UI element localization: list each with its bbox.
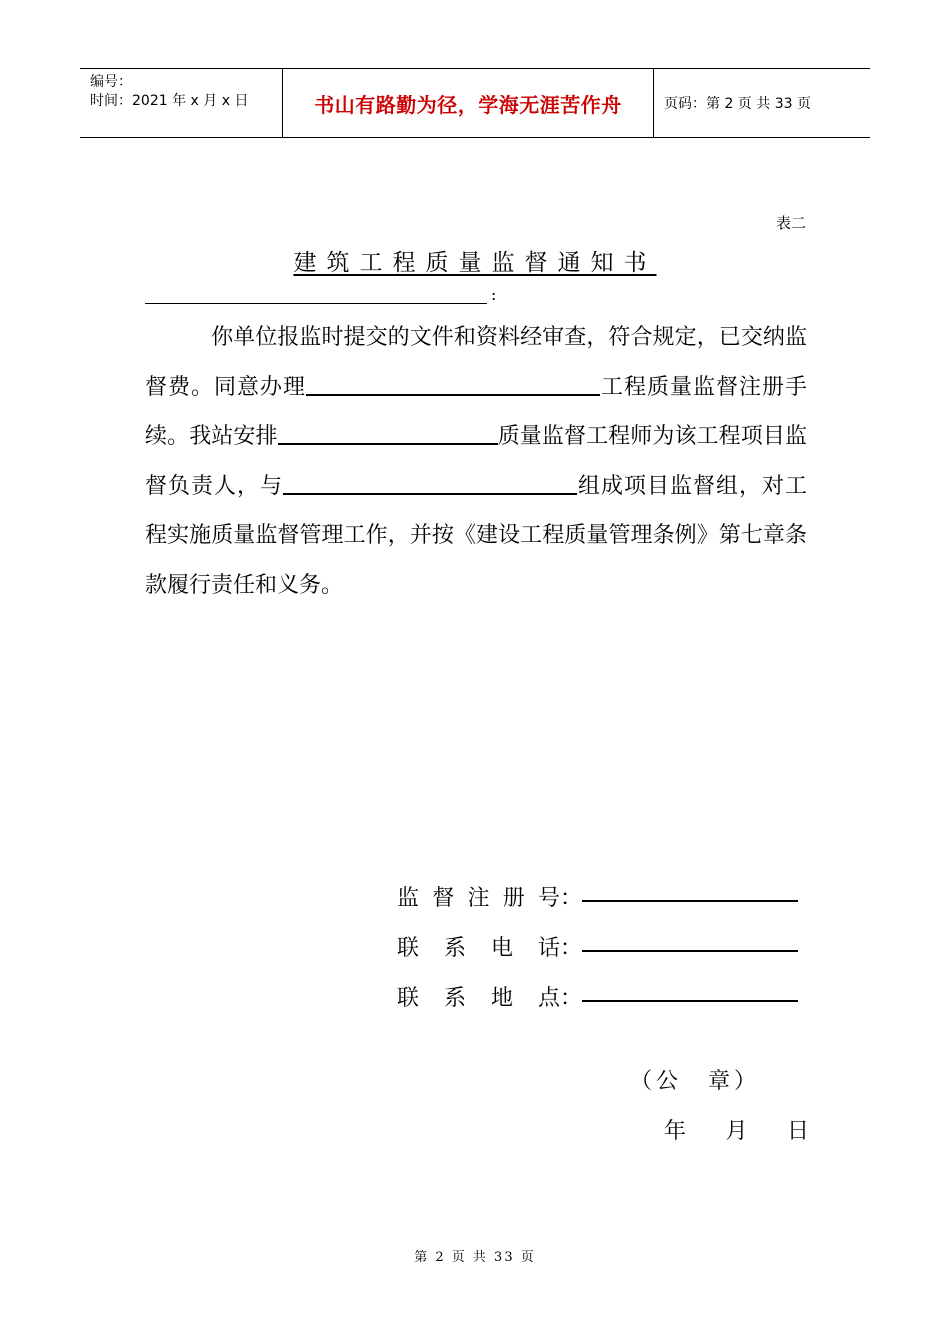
reg-no-label: 监 督 注 册 号： (397, 886, 582, 911)
phone-blank (582, 950, 798, 952)
document-title: 建筑工程质量监督通知书 (293, 250, 657, 276)
body-segment-3: 质量监督工程师为该工程项目监督负责人，与 (145, 424, 807, 499)
body-segment-4: 组成项目监督组，对工程实施质量监督管理工作，并按《建设工程质量管理条例》第七章条款履行责任和义务。 (145, 473, 807, 598)
date-day: 日 (786, 1119, 809, 1144)
header-meta (80, 69, 282, 137)
page-header (80, 68, 870, 138)
reg-no-blank (582, 900, 798, 902)
table-number: 表二 (775, 214, 806, 232)
body-segment-1: 你单位报监时提交的文件和资料经审查，符合规定，已交纳监督费。同意办理 (145, 325, 807, 400)
addressee-colon: : (491, 285, 497, 304)
address-blank (582, 1000, 798, 1002)
project-name-blank (306, 372, 600, 396)
header-time: 时间：2021 年 x 月 x 日 (90, 93, 249, 109)
page-footer: 第 2 页 共 33 页 (414, 1250, 536, 1265)
official-seal-label: （公 章） (630, 1069, 761, 1094)
body-segment-2: 工程质量监督注册手续。我站安排 (145, 374, 807, 449)
notice-body (145, 313, 807, 610)
address-label: 联 系 地 点： (397, 986, 582, 1011)
date-year: 年 (664, 1119, 687, 1144)
addressee-line (145, 286, 505, 308)
header-motto: 书山有路勤为径，学海无涯苦作舟 (282, 69, 654, 137)
contact-row-phone (397, 912, 798, 962)
notice-paragraph (145, 313, 807, 610)
header-page-number: 页码：第 2 页 共 33 页 (664, 96, 811, 112)
team-members-blank (283, 471, 577, 495)
date-line (664, 1114, 809, 1145)
addressee-blank (145, 303, 487, 304)
phone-label: 联 系 电 话： (397, 936, 582, 961)
contact-row-reg-no (397, 862, 798, 912)
engineer-name-blank (278, 421, 498, 445)
date-month: 月 (725, 1119, 748, 1144)
contact-info (397, 862, 798, 1012)
header-number: 编号： (90, 74, 132, 90)
contact-row-address (397, 962, 798, 1012)
